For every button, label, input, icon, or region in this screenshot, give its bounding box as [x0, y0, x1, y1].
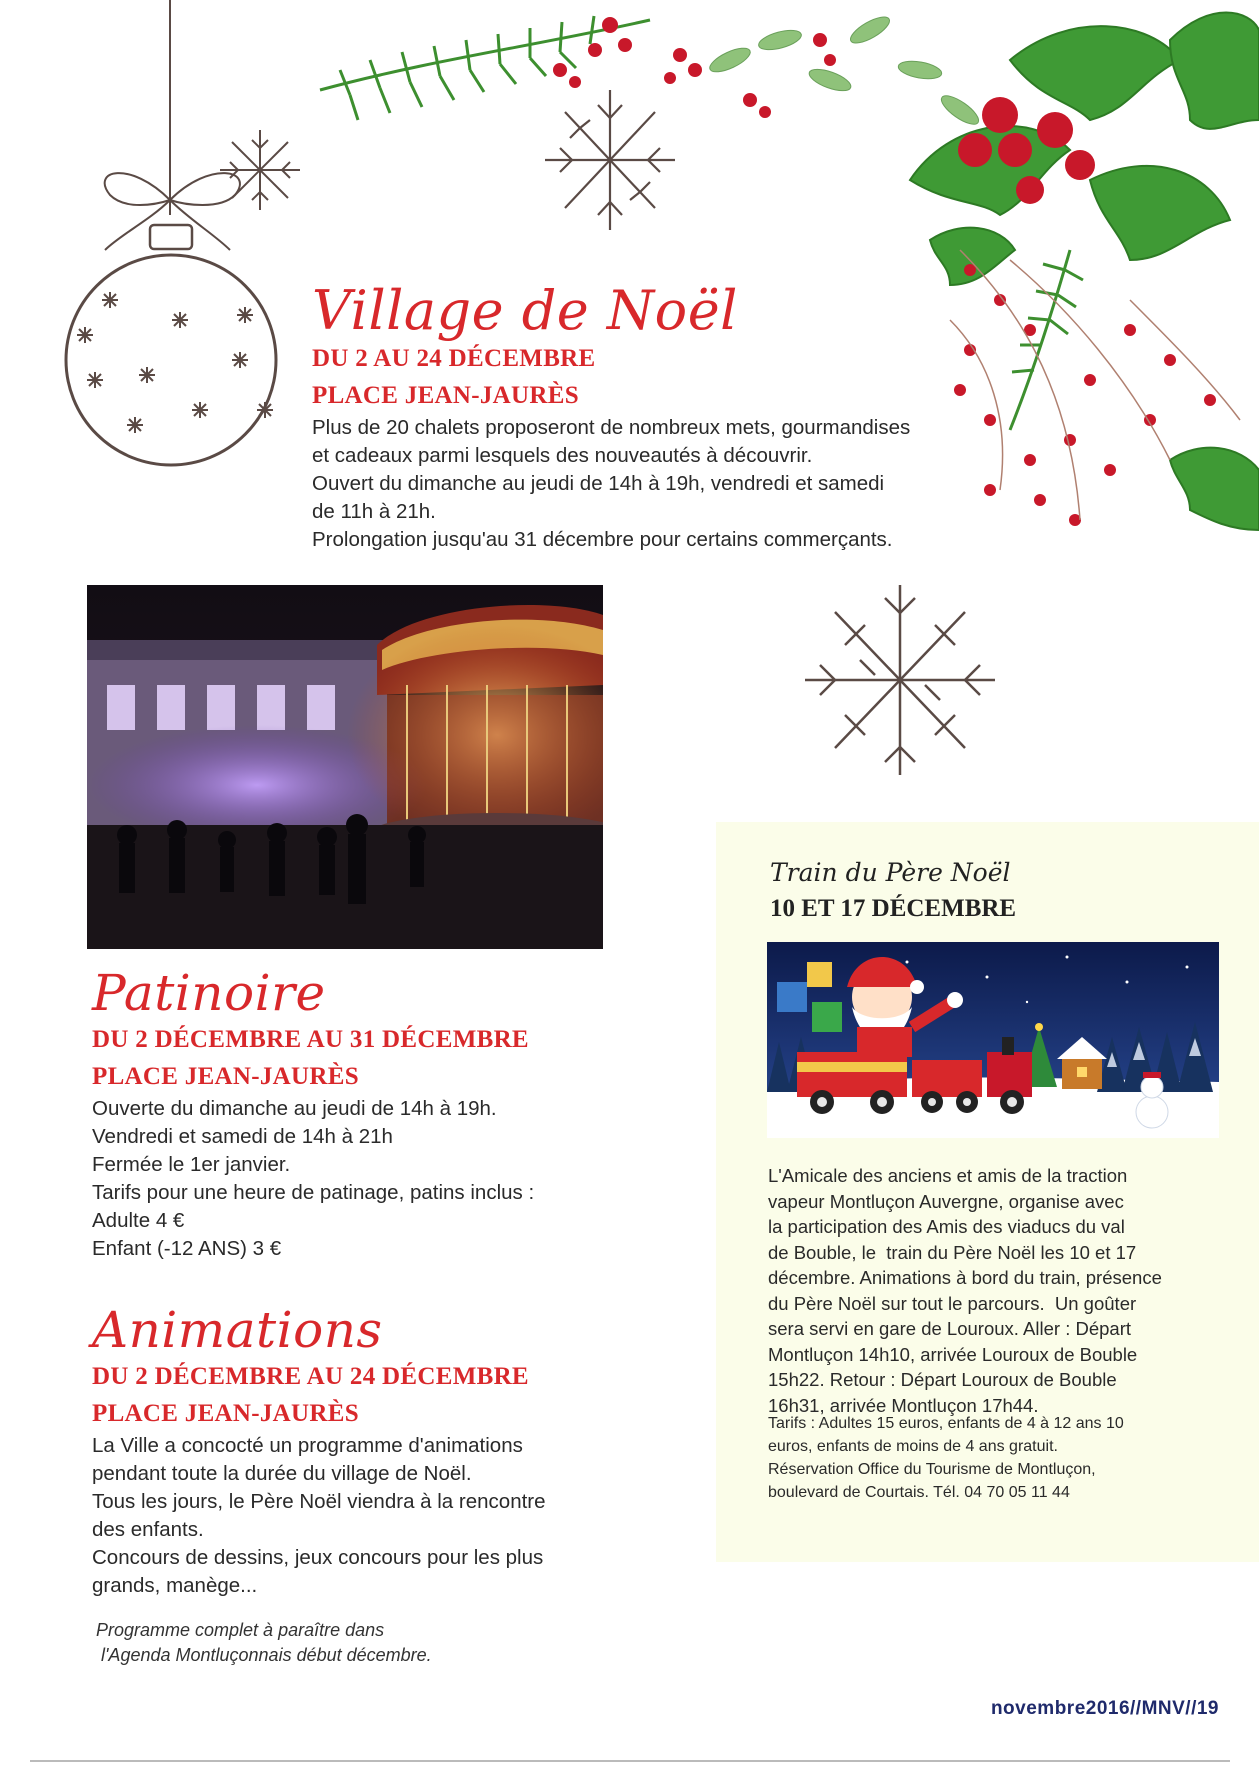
patinoire-place: PLACE JEAN-JAURÈS: [92, 1063, 359, 1090]
santa-train-illustration: [767, 942, 1219, 1138]
village-description: Plus de 20 chalets proposeront de nombreux mets, gourmandises et cadeaux parmi lesquels des nouveautés à découvrir. Ouvert du dimanche au jeudi de 14h à 19h, vendredi et samedi de 11h à 21h. Prolongation jusqu'au 31 décembre pour certains commerçants.: [312, 416, 911, 551]
animations-description: La Ville a concocté un programme d'animations pendant toute la durée du village de Noël. Tous les jours, le Père Noël viendra à la rencontre des enfants. Concours de dessins, jeux concours pour les plus grands, manège...: [92, 1434, 546, 1597]
village-place: PLACE JEAN-JAURÈS: [312, 382, 579, 409]
patinoire-description: Ouverte du dimanche au jeudi de 14h à 19h. Vendredi et samedi de 14h à 21h Fermée le 1er janvier. Tarifs pour une heure de patinage, patins inclus : Adulte 4 € Enfant (-12 ANS) 3 €: [92, 1097, 535, 1260]
train-description: L'Amicale des anciens et amis de la traction vapeur Montluçon Auvergne, organise avec la participation des Amis des viaducs du val de Bouble, le train du Père Noël les 10 et 17 décembre. Animations à bord du train, présence du Père Noël sur tout le parcours. Un goûter sera servi en gare de Louroux. Aller : Départ Montluçon 14h10, arrivée Louroux de Bouble 15h22. Retour : Départ Louroux de Bouble 16h31, arrivée Montluçon 17h44.: [768, 1165, 1162, 1416]
village-section: [312, 279, 1012, 554]
page-footer: novembre2016//MNV//19: [990, 1698, 1219, 1719]
snowflake-icon: [800, 580, 1000, 780]
snowflake-icon: [215, 125, 305, 215]
train-dates: 10 ET 17 DÉCEMBRE: [770, 895, 1017, 922]
bottom-divider: [30, 1760, 1230, 1762]
patinoire-section: [92, 965, 652, 1263]
animations-place: PLACE JEAN-JAURÈS: [92, 1400, 359, 1427]
carousel-photo: [87, 585, 603, 949]
train-tarifs: Tarifs : Adultes 15 euros, enfants de 4 à 12 ans 10 euros, enfants de moins de 4 ans gratuit. Réservation Office du Tourisme de Montluçon, boulevard de Courtais. Tél. 04 70 05 11 44: [768, 1415, 1124, 1501]
programme-footnote: Programme complet à paraître dans l'Agenda Montluçonnais début décembre.: [96, 1620, 432, 1665]
animations-dates: DU 2 DÉCEMBRE AU 24 DÉCEMBRE: [92, 1363, 529, 1390]
village-dates: DU 2 AU 24 DÉCEMBRE: [312, 345, 596, 372]
animations-section: [92, 1302, 652, 1600]
village-title: Village de Noël: [312, 279, 738, 342]
train-title: Train du Père Noël: [770, 858, 1011, 887]
christmas-ornament-icon: [40, 0, 290, 470]
animations-title: Animations: [92, 1301, 383, 1359]
patinoire-dates: DU 2 DÉCEMBRE AU 31 DÉCEMBRE: [92, 1026, 529, 1053]
patinoire-title: Patinoire: [92, 964, 326, 1022]
